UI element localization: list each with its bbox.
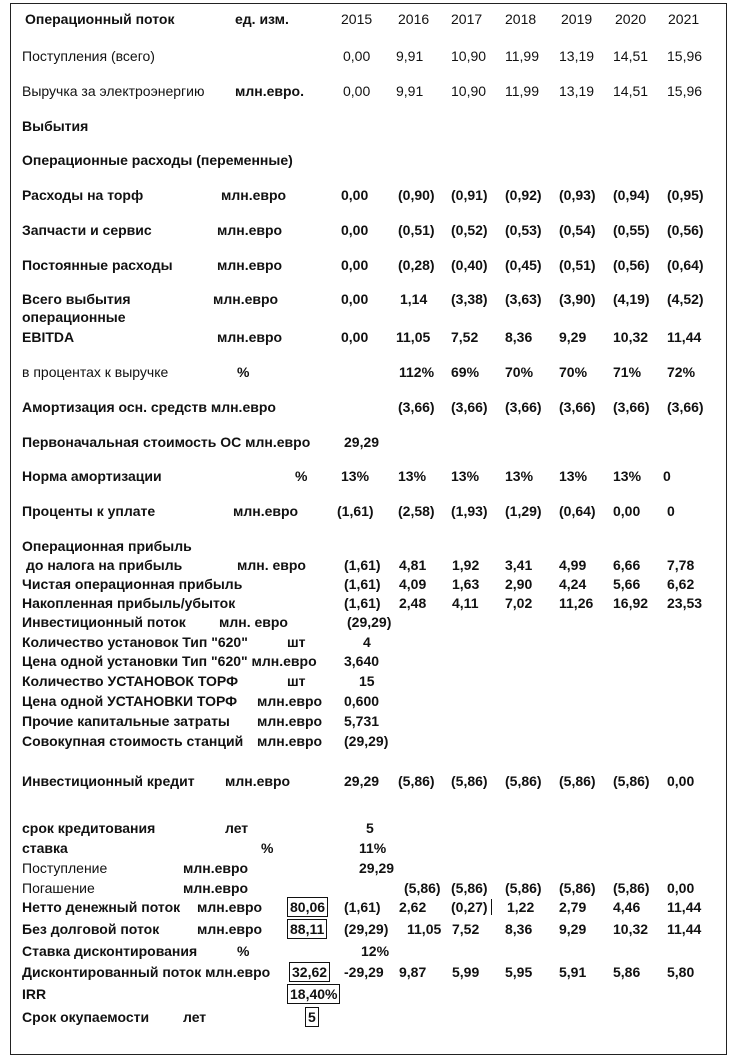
cell: (3,66) — [398, 399, 435, 415]
cell: 10,90 — [451, 83, 487, 99]
total-box: 32,62 — [289, 962, 330, 982]
cell: 1,63 — [452, 576, 480, 592]
table-row — [11, 858, 726, 878]
cell: 0,600 — [344, 693, 380, 709]
table-row — [11, 731, 726, 751]
year-2020: 2020 — [615, 11, 647, 27]
cell: 1,22 — [507, 899, 535, 915]
cell: 11,44 — [667, 329, 702, 345]
cell: 14,51 — [613, 83, 649, 99]
cell: 5,731 — [344, 713, 380, 729]
year-2015: 2015 — [341, 11, 373, 27]
cell: (3,38) — [451, 291, 488, 307]
cell: 9,29 — [559, 921, 587, 937]
table-row — [11, 612, 726, 632]
cell: 70% — [505, 364, 534, 380]
table-row — [11, 878, 726, 898]
cell: 11% — [359, 840, 387, 856]
cell: 11,44 — [667, 899, 702, 915]
table-row — [11, 555, 726, 575]
row-label: Постоянные расходы — [22, 257, 173, 273]
cell: (0,93) — [559, 187, 596, 203]
header-row — [11, 9, 726, 29]
cell: 5,66 — [613, 576, 641, 592]
row-label: Дисконтированный поток млн.евро — [22, 964, 271, 980]
row-label: Нетто денежный поток — [22, 899, 181, 915]
table-row — [11, 220, 726, 240]
cell: 0,00 — [341, 187, 369, 203]
cell: 2,79 — [559, 899, 587, 915]
cell: (29,29) — [347, 614, 392, 630]
cell: 6,62 — [667, 576, 695, 592]
table-row — [11, 671, 726, 691]
table-row — [11, 362, 726, 382]
cell: 4 — [363, 634, 371, 650]
cell: 0,00 — [667, 880, 695, 896]
table-row — [11, 185, 726, 205]
table-row — [11, 593, 726, 613]
cell: 14,51 — [613, 48, 649, 64]
cell: 16,92 — [613, 595, 649, 611]
cell: (0,28) — [398, 257, 435, 273]
cell: (1,61) — [337, 503, 374, 519]
cell: 10,32 — [613, 921, 649, 937]
cell: (0,64) — [667, 257, 704, 273]
table-row — [11, 691, 726, 711]
row-label: Амортизация осн. средств млн.евро — [22, 399, 276, 415]
cell: (0,95) — [667, 187, 704, 203]
row-label: ставка — [22, 840, 68, 856]
cell: 2,48 — [399, 595, 427, 611]
financial-table — [10, 3, 727, 1055]
cell: 9,91 — [396, 83, 424, 99]
cell: (29,29) — [344, 733, 389, 749]
cell: (1,93) — [451, 503, 488, 519]
year-2021: 2021 — [668, 11, 700, 27]
cell: (0,45) — [505, 257, 542, 273]
table-row — [11, 897, 726, 917]
cell: (0,27) — [451, 899, 488, 915]
header-label: Операционный поток — [25, 11, 175, 27]
row-label: Чистая операционная прибыль — [22, 576, 243, 592]
row-label: Инвестиционный кредит — [22, 773, 195, 789]
cell: 8,36 — [505, 921, 533, 937]
row-unit: млн. евро — [237, 557, 306, 573]
table-row — [11, 46, 726, 66]
cell: 13% — [613, 468, 642, 484]
cell: 11,05 — [396, 329, 431, 345]
row-unit: % — [237, 943, 250, 959]
cell: 13% — [559, 468, 588, 484]
cell: 1,92 — [452, 557, 480, 573]
cell: (5,86) — [398, 773, 435, 789]
cell: 0 — [667, 503, 675, 519]
row-label: Накопленная прибыль/убыток — [22, 595, 236, 611]
cell: (5,86) — [559, 880, 596, 896]
row-unit: млн.евро — [217, 257, 283, 273]
table-row — [11, 711, 726, 731]
row-label: Количество УСТАНОВОК ТОРФ — [22, 673, 239, 689]
row-label: Количество установок Тип "620" — [22, 634, 248, 650]
table-row — [11, 397, 726, 417]
cell: 0,00 — [667, 773, 695, 789]
cell: 11,26 — [559, 595, 594, 611]
cell: (0,52) — [451, 222, 488, 238]
cell: 6,66 — [613, 557, 641, 573]
row-label: IRR — [22, 986, 47, 1002]
cell: (0,40) — [451, 257, 488, 273]
cell: -29,29 — [344, 964, 384, 980]
row-label: Выбытия — [22, 118, 89, 134]
row-label: EBITDA — [22, 329, 75, 345]
cell: (3,66) — [613, 399, 650, 415]
row-label: Ставка дисконтирования — [22, 943, 198, 959]
row-unit: млн.евро — [257, 713, 323, 729]
cell: (4,52) — [667, 291, 704, 307]
section-heading — [11, 150, 726, 170]
cell: 5 — [366, 820, 374, 836]
row-label: Совокупная стоимость станций — [22, 733, 244, 749]
table-row — [11, 632, 726, 652]
cell: 29,29 — [359, 860, 395, 876]
row-unit: млн.евро — [197, 921, 263, 937]
section-heading — [11, 116, 726, 136]
cell: (3,66) — [505, 399, 542, 415]
cell: (5,86) — [505, 880, 542, 896]
cell: 0,00 — [343, 83, 371, 99]
cell: 4,24 — [559, 576, 587, 592]
cell: 5,91 — [559, 964, 587, 980]
cell: (0,64) — [559, 503, 596, 519]
row-unit: млн. евро — [219, 614, 288, 630]
cell: (3,66) — [451, 399, 488, 415]
cell: 11,99 — [505, 83, 539, 99]
row-label: Инвестиционный поток — [22, 614, 186, 630]
row-label: Цена одной УСТАНОВКИ ТОРФ — [22, 693, 238, 709]
row-label: Поступление — [22, 860, 108, 876]
cursor-mark — [491, 899, 492, 915]
table-row — [11, 501, 726, 521]
row-label: Расходы на торф — [22, 187, 144, 203]
cell: 0,00 — [341, 257, 369, 273]
table-row-heading — [11, 536, 726, 556]
table-row — [11, 941, 726, 961]
cell: (1,61) — [344, 576, 381, 592]
cell: (0,55) — [613, 222, 650, 238]
table-row — [11, 838, 726, 858]
row-unit: млн.евро — [221, 187, 287, 203]
cell: 0,00 — [341, 329, 369, 345]
cell: 5,86 — [613, 964, 641, 980]
row-label: Проценты к уплате — [22, 503, 156, 519]
cell: (0,94) — [613, 187, 650, 203]
cell: 13% — [505, 468, 534, 484]
year-2017: 2017 — [451, 11, 483, 27]
row-label: Погашение — [22, 880, 95, 896]
cell: 4,99 — [559, 557, 587, 573]
table-row — [11, 818, 726, 838]
cell: 70% — [559, 364, 588, 380]
cell: 2,90 — [505, 576, 533, 592]
cell: 4,46 — [613, 899, 641, 915]
cell: (3,66) — [667, 399, 704, 415]
cell: 0 — [663, 468, 671, 484]
table-row — [11, 919, 726, 939]
cell: (0,90) — [398, 187, 435, 203]
cell: 9,29 — [559, 329, 587, 345]
cell: (1,29) — [505, 503, 542, 519]
row-label: до налога на прибыль — [26, 557, 183, 573]
cell: 3,640 — [344, 653, 380, 669]
row-label: Первоначальная стоимость ОС млн.евро — [22, 434, 311, 450]
cell: (0,51) — [559, 257, 596, 273]
table-row — [11, 574, 726, 594]
cell: (1,61) — [344, 557, 381, 573]
table-row — [11, 432, 726, 452]
cell: 0,00 — [613, 503, 641, 519]
cell: 7,78 — [667, 557, 695, 573]
row-label: Срок окупаемости — [22, 1009, 150, 1025]
cell: (5,86) — [451, 773, 488, 789]
row-unit: млн.евро — [183, 880, 249, 896]
table-row — [11, 771, 726, 791]
row-label: Операционная прибыль — [22, 538, 192, 554]
cell: 69% — [451, 364, 480, 380]
row-unit: % — [295, 468, 308, 484]
row-unit: шт — [287, 673, 306, 689]
row-unit: шт — [287, 634, 306, 650]
cell: 5,99 — [452, 964, 480, 980]
cell: 15,96 — [667, 83, 703, 99]
row-label: Запчасти и сервис — [22, 222, 152, 238]
row-label: Выручка за электроэнергию — [22, 83, 205, 99]
cell: 12% — [361, 943, 390, 959]
cell: (1,61) — [344, 899, 381, 915]
cell: (0,53) — [505, 222, 542, 238]
cell: (5,86) — [559, 773, 596, 789]
row-unit: млн.евро — [233, 503, 299, 519]
row-label: Прочие капитальные затраты — [22, 713, 230, 729]
cell: 1,14 — [400, 291, 428, 307]
cell: 15 — [359, 673, 375, 689]
year-2018: 2018 — [505, 11, 537, 27]
row-label: срок кредитования — [22, 820, 156, 836]
cell: 7,52 — [451, 329, 479, 345]
row-unit: лет — [183, 1009, 207, 1025]
row-unit: млн.евро — [257, 693, 323, 709]
row-label: Поступления (всего) — [22, 48, 155, 64]
cell: 4,11 — [452, 595, 479, 611]
cell: 29,29 — [344, 773, 380, 789]
cell: 23,53 — [667, 595, 703, 611]
cell: 13% — [398, 468, 427, 484]
total-box: 80,06 — [287, 897, 328, 917]
cell: 4,81 — [399, 557, 427, 573]
cell: 9,87 — [399, 964, 427, 980]
table-row — [11, 289, 726, 309]
row-unit: % — [237, 364, 250, 380]
cell: 10,90 — [451, 48, 487, 64]
cell: 15,96 — [667, 48, 703, 64]
payback-box: 5 — [305, 1007, 319, 1027]
cell: (5,86) — [505, 773, 542, 789]
row-label: Норма амортизации — [22, 468, 162, 484]
cell: (2,58) — [398, 503, 435, 519]
cell: 2,62 — [399, 899, 427, 915]
cell: 5,80 — [667, 964, 695, 980]
cell: 5,95 — [505, 964, 533, 980]
cell: (3,63) — [505, 291, 542, 307]
cell: (0,56) — [667, 222, 704, 238]
year-2019: 2019 — [561, 11, 593, 27]
cell: 13% — [341, 468, 370, 484]
cell: 4,09 — [399, 576, 427, 592]
cell: (3,66) — [559, 399, 596, 415]
row-label: Операционные расходы (переменные) — [22, 152, 293, 168]
header-unit: ед. изм. — [235, 11, 289, 27]
table-row — [11, 984, 726, 1004]
cell: 0,00 — [341, 291, 369, 307]
row-label: Без долговой поток — [22, 921, 160, 937]
cell: 9,91 — [396, 48, 424, 64]
row-unit: лет — [225, 820, 249, 836]
table-row — [11, 466, 726, 486]
cell: 10,32 — [613, 329, 649, 345]
cell: 7,52 — [452, 921, 480, 937]
table-row-continuation — [11, 307, 726, 327]
cell: (0,92) — [505, 187, 542, 203]
cell: 8,36 — [505, 329, 533, 345]
cell: 3,41 — [505, 557, 533, 573]
row-unit: млн.евро — [197, 899, 263, 915]
cell: 13,19 — [559, 83, 595, 99]
cell: (5,86) — [451, 880, 488, 896]
cell: 11,05 — [407, 921, 442, 937]
total-box: 88,11 — [287, 919, 327, 939]
cell: (0,54) — [559, 222, 596, 238]
cell: (29,29) — [344, 921, 389, 937]
row-unit: % — [261, 840, 274, 856]
cell: 72% — [667, 364, 696, 380]
cell: (3,90) — [559, 291, 596, 307]
cell: 112% — [399, 364, 435, 380]
row-unit: млн.евро — [217, 329, 283, 345]
year-2016: 2016 — [398, 11, 430, 27]
cell: 13,19 — [559, 48, 595, 64]
row-unit: млн.евро — [217, 222, 283, 238]
row-unit: млн.евро — [213, 291, 279, 307]
cell: 71% — [613, 364, 642, 380]
cell: (0,56) — [613, 257, 650, 273]
cell: 13% — [451, 468, 480, 484]
cell: 0,00 — [341, 222, 369, 238]
row-label: Всего выбытия — [22, 291, 131, 307]
cell: 0,00 — [343, 48, 371, 64]
table-row — [11, 327, 726, 347]
cell: (5,86) — [613, 880, 650, 896]
row-unit: млн.евро — [183, 860, 249, 876]
cell: (0,51) — [398, 222, 435, 238]
cell: 11,44 — [667, 921, 702, 937]
row-label: операционные — [22, 309, 126, 325]
row-unit: млн.евро. — [235, 83, 304, 99]
cell: (5,86) — [613, 773, 650, 789]
row-unit: млн.евро — [225, 773, 291, 789]
table-row — [11, 1007, 726, 1027]
cell: 11,99 — [505, 48, 539, 64]
cell: 7,02 — [505, 595, 533, 611]
row-unit: млн.евро — [257, 733, 323, 749]
irr-box: 18,40% — [287, 984, 340, 1004]
table-row — [11, 81, 726, 101]
table-row — [11, 962, 726, 982]
table-row — [11, 255, 726, 275]
cell: (4,19) — [613, 291, 650, 307]
row-label: Цена одной установки Тип "620" млн.евро — [22, 653, 317, 669]
cell: (0,91) — [451, 187, 488, 203]
row-label: в процентах к выручке — [22, 364, 169, 380]
table-row — [11, 651, 726, 671]
cell: (1,61) — [344, 595, 381, 611]
cell: (5,86) — [404, 880, 441, 896]
cell: 29,29 — [344, 434, 380, 450]
